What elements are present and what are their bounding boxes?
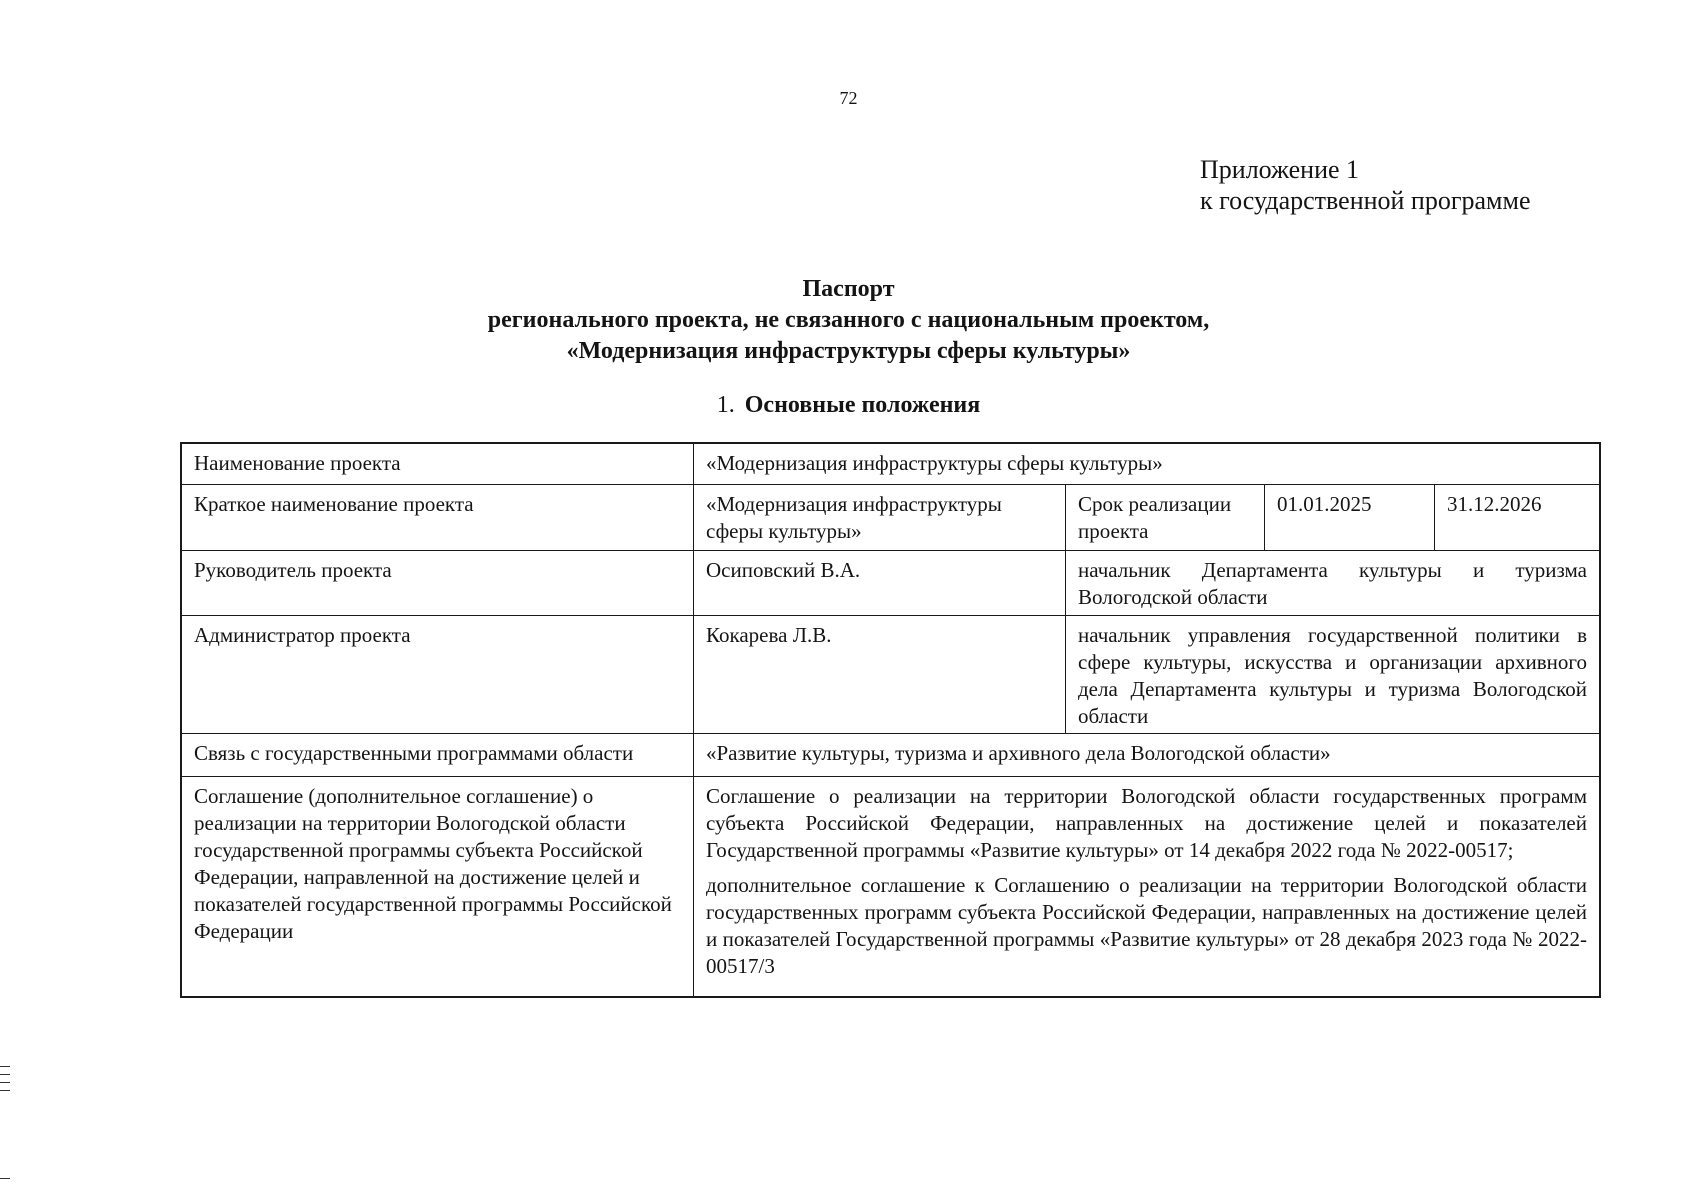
agreement-paragraph-2: дополнительное соглашение к Соглашению о реализации на территории Вологодской области государственных программ субъекта Российской Федерации, направленных на достижение целей и показателей Государственной программы «Развитие культуры» от 28 декабря 2023 года № 2022-00517/3 (706, 873, 1587, 978)
project-head-name: Осиповский В.А. (694, 551, 1066, 616)
agreement-paragraph-1: Соглашение о реализации на территории Вологодской области государственных программ субъекта Российской Федерации, направленных на достижение целей и показателей Государственной программы «Развитие культуры» от 14 декабря 2022 года № 2022-00517; (706, 784, 1587, 862)
document-title (0, 274, 1697, 367)
project-head-position: начальник Департамента культуры и туризма Вологодской области (1066, 551, 1599, 616)
project-name-value: «Модернизация инфраструктуры сферы культуры» (694, 444, 1599, 485)
project-admin-label: Администратор проекта (182, 616, 694, 734)
project-head-label: Руководитель проекта (182, 551, 694, 616)
state-programs-label: Связь с государственными программами области (182, 734, 694, 777)
scan-edge-marks (0, 1066, 10, 1098)
project-name-label: Наименование проекта (182, 444, 694, 485)
appendix-line-2: к государственной программе (1200, 186, 1531, 215)
period-label: Срок реализации проекта (1066, 485, 1265, 551)
section-number: 1. (716, 392, 735, 418)
state-programs-value: «Развитие культуры, туризма и архивного дела Вологодской области» (694, 734, 1599, 777)
title-line-3: «Модернизация инфраструктуры сферы культуры» (566, 338, 1131, 364)
short-name-label: Краткое наименование проекта (182, 485, 694, 551)
appendix-note (1200, 154, 1531, 216)
section-heading (0, 392, 1697, 419)
main-provisions-table (180, 442, 1601, 998)
agreement-label: Соглашение (дополнительное соглашение) о реализации на территории Вологодской области государственной программы субъекта Российской Федерации, направленной на достижение целей и показателей государственной программы Российской Федерации (182, 777, 694, 996)
short-name-value: «Модернизация инфраструктуры сферы культуры» (694, 485, 1066, 551)
title-line-2: регионального проекта, не связанного с национальным проектом, (487, 307, 1210, 333)
project-admin-position: начальник управления государственной политики в сфере культуры, искусства и организации архивного дела Департамента культуры и туризма Вологодской области (1066, 616, 1599, 734)
end-date: 31.12.2026 (1435, 485, 1599, 551)
title-line-1: Паспорт (802, 276, 895, 302)
start-date: 01.01.2025 (1265, 485, 1435, 551)
section-title: Основные положения (744, 392, 981, 418)
appendix-line-1: Приложение 1 (1200, 155, 1360, 184)
page-number: 72 (839, 88, 858, 108)
project-admin-name: Кокарева Л.В. (694, 616, 1066, 734)
scan-edge-line (0, 1178, 10, 1179)
agreement-value (694, 777, 1599, 996)
